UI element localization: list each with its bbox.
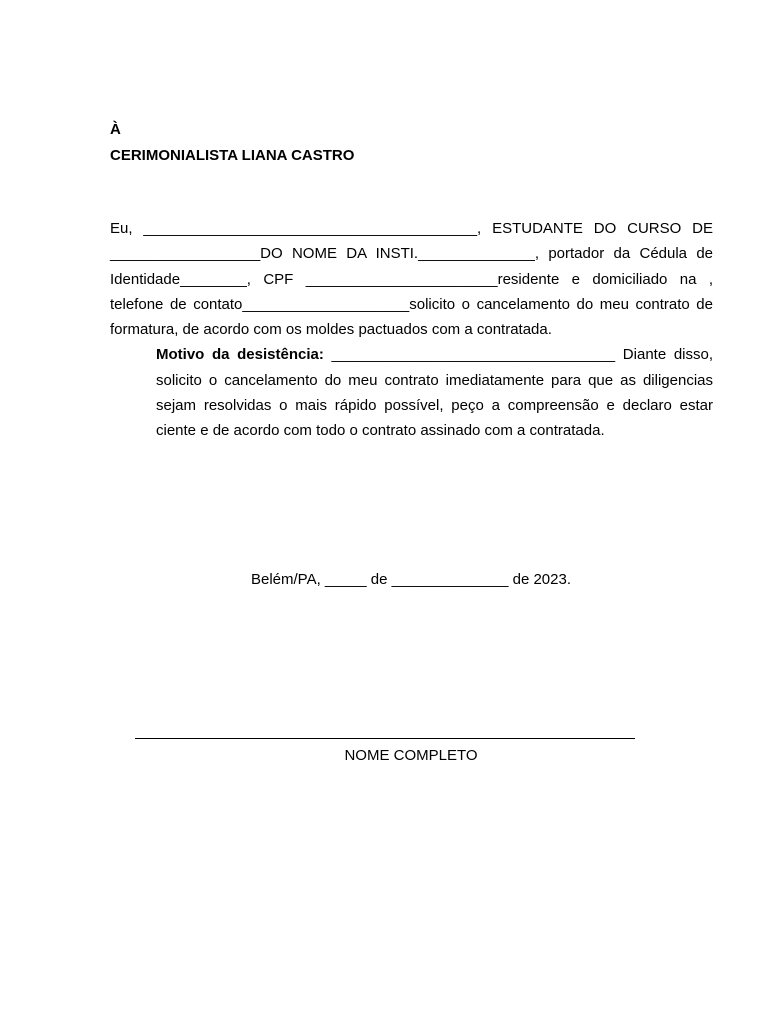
- motive-text: __________________________________ Diante disso, solicito o cancelamento do meu contrato imediatamente para que as diligencias sejam resolvidas o mais rápido possível, peço a compreensão e declaro estar ciente e de acordo com todo o contrato assinado com a contratada.: [156, 346, 714, 440]
- signature-name: NOME COMPLETO: [344, 747, 478, 764]
- signature-line: [135, 738, 635, 739]
- motive-label: Motivo da desistência:: [156, 346, 324, 364]
- addressee-name: CERIMONIALISTA LIANA CASTRO: [110, 147, 355, 164]
- letter-body: [110, 216, 713, 444]
- addressee-prefix: À: [110, 121, 121, 138]
- addressee-block: [110, 117, 354, 169]
- declaration-paragraph: Eu, ________________________________________, ESTUDANTE DO CURSO DE __________________DO NOME DA INSTI.______________, portador da Cédula de Identidade________, CPF _______________________residente e domiciliado na , telefone de contato____________________solicito o cancelamento do meu contrato de formatura, de acordo com os moldes pactuados com a contratada.: [110, 220, 713, 339]
- motive-paragraph: [110, 342, 713, 443]
- date-line: Belém/PA, _____ de ______________ de 2023.: [251, 571, 571, 588]
